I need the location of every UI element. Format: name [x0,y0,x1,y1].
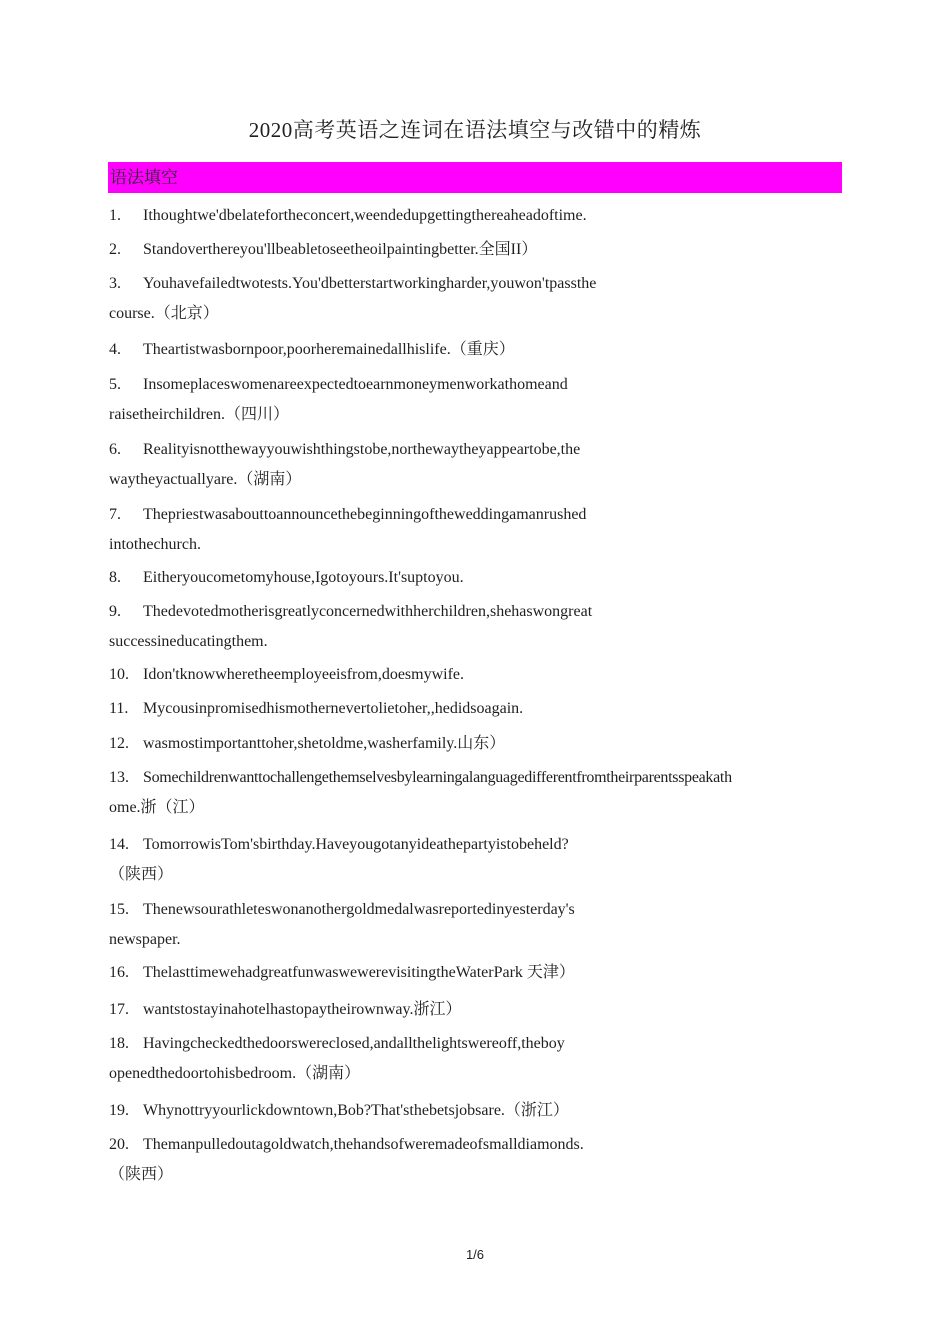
item-continuation: course.（北京） [109,305,219,322]
exercise-item [109,335,849,365]
exercise-item [109,694,849,724]
item-text: Somechildrenwanttochallengethemselvesbylearningalanguagedifferentfromtheirparentsspeakath [143,769,732,786]
exercise-item [109,500,849,560]
exercise-item [109,763,849,823]
item-text: Themanpulledoutagoldwatch,thehandsofweremadeofsmalldiamonds. [143,1136,584,1153]
item-continuation: raisetheirchildren.（四川） [109,406,289,423]
exercise-item [109,729,849,759]
item-number: 15. [109,901,129,918]
item-text: Thepriestwasabouttoannouncethebeginningoftheweddingamanrushed [143,506,587,523]
exercise-item [109,1130,849,1190]
exercise-item [109,269,849,329]
item-number: 9. [109,603,121,620]
item-continuation: intothechurch. [109,536,201,553]
item-text: Theartistwasbornpoor,poorheremainedallhislife.（重庆） [143,341,515,358]
item-text: Thedevotedmotherisgreatlyconcernedwithherchildren,shehaswongreat [143,603,593,620]
item-text: Whynottryyourlickdowntown,Bob?That'sthebetsjobsare.（浙江） [143,1102,569,1119]
item-number: 4. [109,341,121,358]
item-continuation: ome.浙（江） [109,799,205,816]
item-continuation: waytheyactuallyare.（湖南） [109,471,302,488]
document-title: 2020高考英语之连词在语法填空与改错中的精炼 [248,118,702,142]
item-text: Insomeplaceswomenareexpectedtoearnmoneymenworkathomeand [143,376,568,393]
exercise-item [109,201,849,231]
item-text: wantstostayinahotelhastopaytheirownway.浙江） [143,1001,462,1018]
exercise-item [109,660,849,690]
exercise-item [109,895,849,955]
exercise-item [109,235,849,265]
exercise-item [109,830,849,890]
item-continuation: （陕西） [109,866,174,883]
item-continuation: successineducatingthem. [109,633,268,650]
item-continuation: newspaper. [109,931,181,948]
exercise-item [109,597,849,657]
item-text: Eitheryoucometomyhouse,Igotoyours.It'suptoyou. [143,569,464,586]
item-text: Idon'tknowwheretheemployeeisfrom,doesmywife. [143,666,465,683]
item-number: 16. [109,964,129,981]
exercise-item [109,435,849,495]
item-text: Youhavefailedtwotests.You'dbetterstartworkingharder,youwon'tpassthe [143,275,597,292]
item-text: Mycousinpromisedhismothernevertolietoher,,hedidsoagain. [143,700,524,717]
item-text: Realityisnotthewayyouwishthingstobe,northewaytheyappeartobe,the [143,441,581,458]
item-text: Standoverthereyou'llbeabletoseetheoilpaintingbetter.全国II） [143,241,538,258]
item-number: 2. [109,241,121,258]
exercise-item [109,563,849,593]
exercise-item [109,1096,849,1126]
item-number: 12. [109,735,129,752]
item-text: Ithoughtwe'dbelatefortheconcert,weendedupgettingthereaheadoftime. [143,207,587,224]
item-number: 14. [109,836,129,853]
item-number: 20. [109,1136,129,1153]
item-number: 6. [109,441,121,458]
page-number: 1/6 [465,1247,485,1262]
item-number: 11. [109,700,129,717]
section-header: 语法填空 [108,162,842,193]
item-text: Havingcheckedthedoorswereclosed,andallthelightswereoff,theboy [143,1035,565,1052]
item-number: 18. [109,1035,129,1052]
exercise-item [109,1029,849,1089]
item-number: 10. [109,666,129,683]
item-text: TomorrowisTom'sbirthday.Haveyougotanyideathepartyistobeheld? [143,836,569,853]
item-text: ThelasttimewehadgreatfunwaswewerevisitingtheWaterPark 天津） [143,964,575,981]
item-number: 7. [109,506,121,523]
item-number: 17. [109,1001,129,1018]
item-text: Thenewsourathleteswonanothergoldmedalwasreportedinyesterday's [143,901,575,918]
item-continuation: openedthedoortohisbedroom.（湖南） [109,1065,361,1082]
item-text: wasmostimportanttoher,shetoldme,washerfamily.山东） [143,735,506,752]
exercise-item [109,370,849,430]
item-number: 5. [109,376,121,393]
item-number: 8. [109,569,121,586]
item-number: 13. [109,769,129,786]
item-continuation: （陕西） [109,1166,174,1183]
item-number: 3. [109,275,121,292]
exercise-item [109,995,849,1025]
item-number: 19. [109,1102,129,1119]
exercise-item [109,958,849,988]
item-number: 1. [109,207,121,224]
